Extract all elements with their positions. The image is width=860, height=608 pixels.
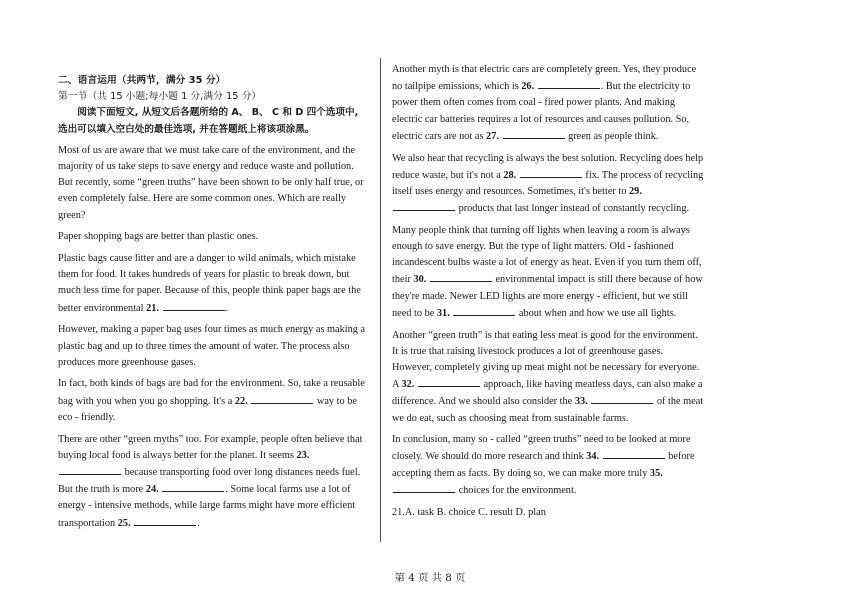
answer-blank bbox=[430, 271, 492, 282]
question-number: 32. bbox=[401, 379, 415, 391]
answer-blank bbox=[251, 393, 313, 404]
passage-text: . Some local farms use a lot of energy - intensive methods, while large farms might have more efficient transportation bbox=[58, 484, 356, 529]
paragraph bbox=[58, 322, 370, 371]
paragraph bbox=[392, 151, 704, 218]
passage-text: We also hear that recycling is always the best solution. Recycling does help reduce waste, but it's not a bbox=[392, 152, 704, 181]
answer-blank bbox=[603, 448, 665, 459]
paragraph bbox=[58, 251, 370, 317]
passage-text: before accepting them as facts. By doing so, we can make more truly bbox=[392, 451, 695, 479]
answer-blank bbox=[59, 464, 121, 475]
question-number: 23. bbox=[296, 449, 310, 461]
left-column bbox=[58, 62, 370, 537]
answer-blank bbox=[520, 167, 582, 178]
passage-text: Paper shopping bags are better than plastic ones. bbox=[58, 231, 259, 243]
question-number: 31. bbox=[436, 307, 450, 319]
question-number: 24. bbox=[145, 484, 159, 496]
passage-text: In conclusion, many so - called “green truths” need to be looked at more closely. We should do more research and think bbox=[392, 434, 691, 463]
page-footer: 第 4 页 共 8 页 bbox=[394, 572, 466, 584]
answer-blank bbox=[591, 393, 653, 404]
paragraph bbox=[58, 376, 370, 426]
question-number: 22. bbox=[234, 395, 248, 407]
passage-text: approach, like having meatless days, can also make a difference. And we should also consider the bbox=[392, 379, 703, 408]
passage-text: . bbox=[197, 517, 200, 529]
passage-text: There are other “green myths” too. For example, people often believe that buying local food is always better for the planet. It seems bbox=[58, 433, 363, 461]
question-number: 27. bbox=[486, 130, 499, 142]
question-number: 21. bbox=[146, 302, 159, 314]
passage-text: choices for the environment. bbox=[456, 484, 577, 496]
paragraph bbox=[58, 143, 370, 224]
passage-text: about when and how we use all lights. bbox=[516, 307, 677, 319]
passage-text: Plastic bags cause litter and are a danger to wild animals, which mistake them for food. It takes hundreds of years for plastic to break down, but much less time for paper. Because of this, people think paper bags are the better environmental bbox=[58, 253, 361, 314]
passage-text: green as people think. bbox=[565, 130, 659, 142]
passage-left bbox=[58, 143, 370, 532]
right-column bbox=[392, 62, 704, 526]
question-number: 29. bbox=[629, 185, 642, 197]
answer-blank bbox=[503, 128, 565, 139]
section-title: 二、语言运用（共两节，满分 35 分） bbox=[58, 75, 226, 86]
passage-text: way to be eco - friendly. bbox=[58, 395, 357, 423]
passage-text: Most of us are aware that we must take care of the environment, and the majority of us take steps to save energy and reduce waste and pollution. But recently, some “green truths” have been shown to be only half true, or even completely false. Here are some common ones. Which are really green? bbox=[58, 144, 364, 221]
paragraph bbox=[392, 62, 704, 145]
passage-text: . bbox=[225, 302, 229, 314]
paragraph bbox=[392, 505, 704, 521]
answer-blank bbox=[134, 515, 196, 526]
passage-text: because transporting food over long distances needs fuel. But the truth is more bbox=[58, 466, 361, 496]
question-number: 34. bbox=[586, 451, 600, 463]
passage-text: . But the electricity to power them often comes from coal - fired power plants. And making electric car batteries requires a lot of resources and causes pollution. So, electric cars are not as bbox=[392, 81, 691, 142]
paragraph bbox=[392, 328, 704, 427]
passage-text: environmental impact is still there because of how they're made. Newer LED lights are more energy - efficient, but we still need to be bbox=[392, 274, 703, 319]
section-subtitle: 第一节（共 15 小题;每小题 1 分,满分 15 分） bbox=[58, 91, 262, 103]
question-number: 35. bbox=[649, 467, 663, 479]
passage-text: Many people think that turning off lights when leaving a room is always enough to save energy. But the type of light matters. Old - fashioned incandescent bulbs waste a lot of energy as heat. Even if you turn them off, their bbox=[392, 224, 702, 286]
paragraph bbox=[58, 432, 370, 532]
question-number: 25. bbox=[117, 517, 131, 529]
passage-text: Another “green truth” is that eating less meat is good for the environment. It is true that raising livestock produces a lot of greenhouse gases. However, completely giving up meat might not be necessary for everyone. A bbox=[392, 329, 700, 391]
passage-text: of the meat we do eat, such as choosing meat from sustainable farms. bbox=[392, 396, 704, 424]
passage-text: fix. The process of recycling itself uses energy and resources. Sometimes, it's better to bbox=[392, 169, 704, 197]
answer-blank bbox=[453, 305, 515, 316]
question-number: 28. bbox=[503, 169, 517, 181]
answer-blank bbox=[418, 376, 480, 387]
instructions: 阅读下面短文, 从短文后各题所给的 A、 B、 C 和 D 四个选项中, 选出可以填入空白处的最佳选项, 并在答题纸上将该项涂黑。 bbox=[58, 107, 359, 135]
passage-text: In fact, both kinds of bags are bad for the environment. So, take a reusable bag with you when you go shopping. It's a bbox=[58, 378, 365, 407]
answer-blank bbox=[393, 200, 455, 211]
answer-blank bbox=[393, 482, 455, 493]
answer-blank bbox=[162, 481, 224, 492]
question-number: 30. bbox=[413, 274, 427, 286]
passage-text: Another myth is that electric cars are completely green. Yes, they produce no tailpipe emissions, which is bbox=[392, 64, 697, 93]
answer-blank bbox=[163, 300, 225, 311]
column-divider bbox=[380, 58, 381, 542]
paragraph bbox=[392, 223, 704, 322]
passage-text: 21.A. task B. choice C. result D. plan bbox=[392, 506, 546, 518]
paragraph bbox=[392, 432, 704, 499]
question-number: 26. bbox=[521, 81, 535, 93]
question-number: 33. bbox=[574, 396, 588, 408]
passage-right bbox=[392, 62, 704, 521]
paragraph bbox=[58, 229, 370, 245]
answer-blank bbox=[538, 78, 600, 89]
passage-text: However, making a paper bag uses four times as much energy as making a plastic bag and up to three times the amount of water. The process also produces more greenhouse gases. bbox=[58, 324, 366, 368]
passage-text: products that last longer instead of constantly recycling. bbox=[456, 203, 690, 215]
